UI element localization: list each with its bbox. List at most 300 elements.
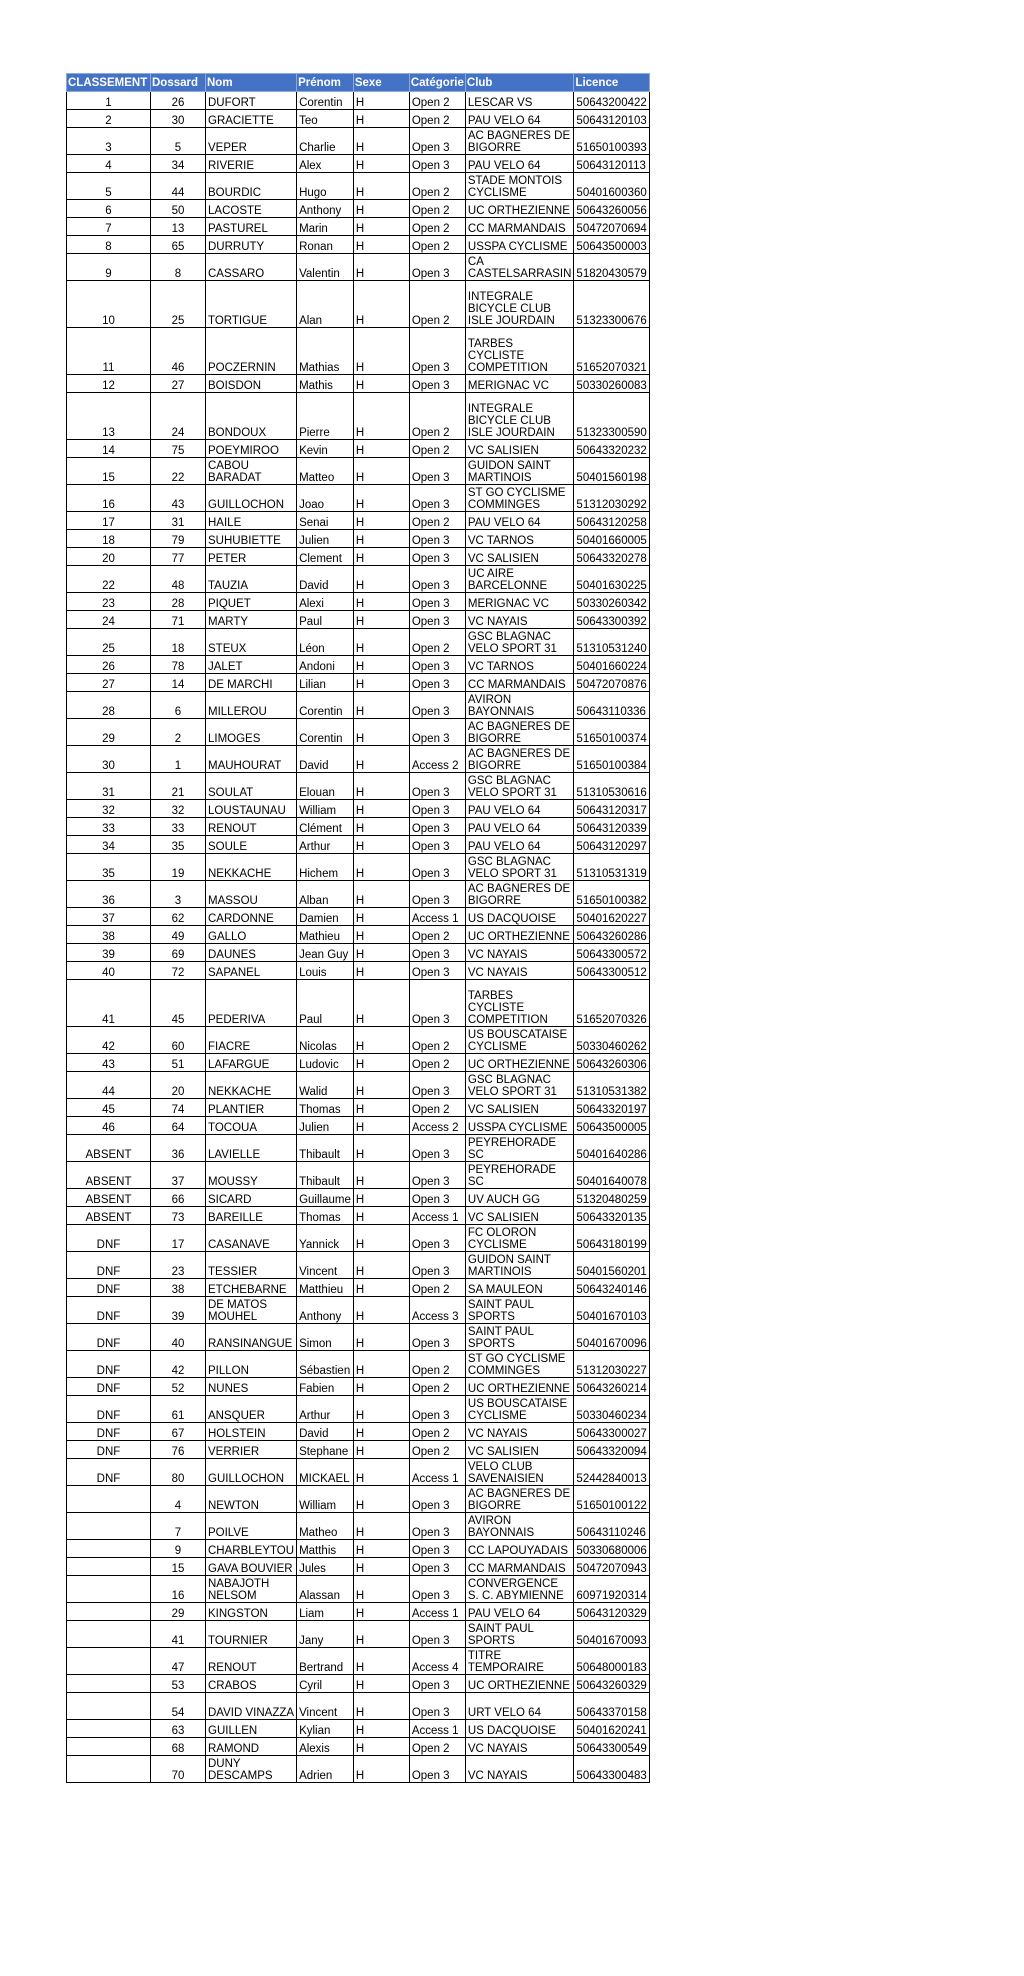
prenom-cell[interactable]: Simon	[297, 1324, 354, 1351]
club-cell[interactable]: UC ORTHEZIENNE	[465, 200, 574, 218]
categorie-cell[interactable]: Open 2	[409, 440, 465, 458]
nom-cell[interactable]: DAVID VINAZZA	[206, 1693, 297, 1720]
dossard-cell[interactable]: 27	[151, 375, 206, 393]
nom-cell[interactable]: LACOSTE	[206, 200, 297, 218]
classement-cell[interactable]: 15	[67, 458, 151, 485]
sexe-cell[interactable]: H	[353, 593, 409, 611]
club-cell[interactable]: CC MARMANDAIS	[465, 1558, 574, 1576]
nom-cell[interactable]: DURRUTY	[206, 236, 297, 254]
club-cell[interactable]: UC ORTHEZIENNE	[465, 926, 574, 944]
dossard-cell[interactable]: 22	[151, 458, 206, 485]
classement-cell[interactable]: 45	[67, 1099, 151, 1117]
prenom-cell[interactable]: Jean Guy	[297, 944, 354, 962]
nom-cell[interactable]: PILLON	[206, 1351, 297, 1378]
dossard-cell[interactable]: 35	[151, 836, 206, 854]
sexe-cell[interactable]: H	[353, 1423, 409, 1441]
nom-cell[interactable]: SICARD	[206, 1189, 297, 1207]
categorie-cell[interactable]: Open 3	[409, 1225, 465, 1252]
classement-cell[interactable]: 32	[67, 800, 151, 818]
sexe-cell[interactable]: H	[353, 1054, 409, 1072]
nom-cell[interactable]: BOISDON	[206, 375, 297, 393]
licence-cell[interactable]: 51650100122	[574, 1486, 649, 1513]
licence-cell[interactable]: 50401660224	[574, 656, 649, 674]
categorie-cell[interactable]: Open 3	[409, 962, 465, 980]
prenom-cell[interactable]: Charlie	[297, 128, 354, 155]
classement-cell[interactable]: 14	[67, 440, 151, 458]
prenom-cell[interactable]: Valentin	[297, 254, 354, 281]
licence-cell[interactable]: 50643120329	[574, 1603, 649, 1621]
club-cell[interactable]: US DACQUOISE	[465, 908, 574, 926]
sexe-cell[interactable]: H	[353, 881, 409, 908]
licence-cell[interactable]: 50330680006	[574, 1540, 649, 1558]
categorie-cell[interactable]: Open 3	[409, 1324, 465, 1351]
dossard-cell[interactable]: 78	[151, 656, 206, 674]
dossard-cell[interactable]: 8	[151, 254, 206, 281]
licence-cell[interactable]: 50643500003	[574, 236, 649, 254]
sexe-cell[interactable]: H	[353, 1117, 409, 1135]
licence-cell[interactable]: 50643320197	[574, 1099, 649, 1117]
nom-cell[interactable]: NUNES	[206, 1378, 297, 1396]
dossard-cell[interactable]: 70	[151, 1756, 206, 1783]
dossard-cell[interactable]: 19	[151, 854, 206, 881]
dossard-cell[interactable]: 23	[151, 1252, 206, 1279]
dossard-cell[interactable]: 16	[151, 1576, 206, 1603]
sexe-cell[interactable]: H	[353, 236, 409, 254]
categorie-cell[interactable]: Access 2	[409, 746, 465, 773]
licence-cell[interactable]: 50643120297	[574, 836, 649, 854]
club-cell[interactable]: GSC BLAGNAC VELO SPORT 31	[465, 629, 574, 656]
categorie-cell[interactable]: Open 2	[409, 926, 465, 944]
nom-cell[interactable]: PEDERIVA	[206, 980, 297, 1027]
dossard-cell[interactable]: 31	[151, 512, 206, 530]
dossard-cell[interactable]: 9	[151, 1540, 206, 1558]
nom-cell[interactable]: GRACIETTE	[206, 110, 297, 128]
dossard-cell[interactable]: 47	[151, 1648, 206, 1675]
classement-cell[interactable]: 36	[67, 881, 151, 908]
classement-cell[interactable]: DNF	[67, 1459, 151, 1486]
classement-cell[interactable]: ABSENT	[67, 1189, 151, 1207]
categorie-cell[interactable]: Open 2	[409, 1351, 465, 1378]
nom-cell[interactable]: CASSARO	[206, 254, 297, 281]
categorie-cell[interactable]: Open 3	[409, 1513, 465, 1540]
sexe-cell[interactable]: H	[353, 173, 409, 200]
club-cell[interactable]: VC NAYAIS	[465, 1423, 574, 1441]
categorie-cell[interactable]: Open 3	[409, 375, 465, 393]
classement-cell[interactable]: 35	[67, 854, 151, 881]
licence-cell[interactable]: 50401600360	[574, 173, 649, 200]
dossard-cell[interactable]: 74	[151, 1099, 206, 1117]
club-cell[interactable]: SAINT PAUL SPORTS	[465, 1621, 574, 1648]
licence-cell[interactable]: 51650100384	[574, 746, 649, 773]
dossard-cell[interactable]: 51	[151, 1054, 206, 1072]
classement-cell[interactable]	[67, 1720, 151, 1738]
sexe-cell[interactable]: H	[353, 512, 409, 530]
licence-cell[interactable]: 50643260286	[574, 926, 649, 944]
prenom-cell[interactable]: David	[297, 566, 354, 593]
nom-cell[interactable]: ETCHEBARNE	[206, 1279, 297, 1297]
dossard-cell[interactable]: 21	[151, 773, 206, 800]
categorie-cell[interactable]: Open 2	[409, 1054, 465, 1072]
dossard-cell[interactable]: 50	[151, 200, 206, 218]
nom-cell[interactable]: RAMOND	[206, 1738, 297, 1756]
sexe-cell[interactable]: H	[353, 1693, 409, 1720]
licence-cell[interactable]: 51310531240	[574, 629, 649, 656]
prenom-cell[interactable]: Jules	[297, 1558, 354, 1576]
club-cell[interactable]: VC TARNOS	[465, 656, 574, 674]
dossard-cell[interactable]: 53	[151, 1675, 206, 1693]
classement-cell[interactable]: DNF	[67, 1423, 151, 1441]
club-cell[interactable]: VELO CLUB SAVENAISIEN	[465, 1459, 574, 1486]
sexe-cell[interactable]: H	[353, 719, 409, 746]
licence-cell[interactable]: 51312030292	[574, 485, 649, 512]
nom-cell[interactable]: KINGSTON	[206, 1603, 297, 1621]
sexe-cell[interactable]: H	[353, 854, 409, 881]
club-cell[interactable]: AC BAGNERES DE BIGORRE	[465, 881, 574, 908]
licence-cell[interactable]: 51650100393	[574, 128, 649, 155]
licence-cell[interactable]: 50643370158	[574, 1693, 649, 1720]
categorie-cell[interactable]: Open 2	[409, 218, 465, 236]
licence-cell[interactable]: 50330460234	[574, 1396, 649, 1423]
nom-cell[interactable]: LAVIELLE	[206, 1135, 297, 1162]
sexe-cell[interactable]: H	[353, 218, 409, 236]
categorie-cell[interactable]: Open 3	[409, 944, 465, 962]
sexe-cell[interactable]: H	[353, 393, 409, 440]
nom-cell[interactable]: POCZERNIN	[206, 328, 297, 375]
licence-cell[interactable]: 50643260329	[574, 1675, 649, 1693]
sexe-cell[interactable]: H	[353, 1135, 409, 1162]
classement-cell[interactable]	[67, 1486, 151, 1513]
club-cell[interactable]: AVIRON BAYONNAIS	[465, 692, 574, 719]
licence-cell[interactable]: 51652070321	[574, 328, 649, 375]
sexe-cell[interactable]: H	[353, 1027, 409, 1054]
licence-cell[interactable]: 50643120339	[574, 818, 649, 836]
licence-cell[interactable]: 50401640286	[574, 1135, 649, 1162]
classement-cell[interactable]: DNF	[67, 1351, 151, 1378]
classement-cell[interactable]: 5	[67, 173, 151, 200]
prenom-cell[interactable]: Louis	[297, 962, 354, 980]
categorie-cell[interactable]: Open 3	[409, 1621, 465, 1648]
categorie-cell[interactable]: Access 1	[409, 1207, 465, 1225]
classement-cell[interactable]: DNF	[67, 1378, 151, 1396]
sexe-cell[interactable]: H	[353, 110, 409, 128]
classement-cell[interactable]: 26	[67, 656, 151, 674]
dossard-cell[interactable]: 1	[151, 746, 206, 773]
categorie-cell[interactable]: Open 3	[409, 611, 465, 629]
dossard-cell[interactable]: 65	[151, 236, 206, 254]
club-cell[interactable]: PAU VELO 64	[465, 512, 574, 530]
club-cell[interactable]: GUIDON SAINT MARTINOIS	[465, 1252, 574, 1279]
col-header-classement[interactable]: CLASSEMENT	[67, 74, 151, 92]
sexe-cell[interactable]: H	[353, 200, 409, 218]
nom-cell[interactable]: SUHUBIETTE	[206, 530, 297, 548]
sexe-cell[interactable]: H	[353, 1603, 409, 1621]
licence-cell[interactable]: 50643180199	[574, 1225, 649, 1252]
categorie-cell[interactable]: Open 3	[409, 530, 465, 548]
categorie-cell[interactable]: Open 3	[409, 1162, 465, 1189]
dossard-cell[interactable]: 71	[151, 611, 206, 629]
dossard-cell[interactable]: 41	[151, 1621, 206, 1648]
nom-cell[interactable]: TOCOUA	[206, 1117, 297, 1135]
club-cell[interactable]: AC BAGNERES DE BIGORRE	[465, 746, 574, 773]
licence-cell[interactable]: 50401670093	[574, 1621, 649, 1648]
sexe-cell[interactable]: H	[353, 1378, 409, 1396]
nom-cell[interactable]: MOUSSY	[206, 1162, 297, 1189]
categorie-cell[interactable]: Open 2	[409, 1441, 465, 1459]
club-cell[interactable]: USSPA CYCLISME	[465, 236, 574, 254]
nom-cell[interactable]: TOURNIER	[206, 1621, 297, 1648]
sexe-cell[interactable]: H	[353, 1513, 409, 1540]
nom-cell[interactable]: CHARBLEYTOU	[206, 1540, 297, 1558]
nom-cell[interactable]: SOULAT	[206, 773, 297, 800]
club-cell[interactable]: PAU VELO 64	[465, 155, 574, 173]
categorie-cell[interactable]: Open 3	[409, 155, 465, 173]
dossard-cell[interactable]: 42	[151, 1351, 206, 1378]
sexe-cell[interactable]: H	[353, 1675, 409, 1693]
classement-cell[interactable]: 23	[67, 593, 151, 611]
prenom-cell[interactable]: Vincent	[297, 1252, 354, 1279]
licence-cell[interactable]: 50401660005	[574, 530, 649, 548]
sexe-cell[interactable]: H	[353, 548, 409, 566]
sexe-cell[interactable]: H	[353, 692, 409, 719]
club-cell[interactable]: VC SALISIEN	[465, 1099, 574, 1117]
sexe-cell[interactable]: H	[353, 281, 409, 328]
dossard-cell[interactable]: 38	[151, 1279, 206, 1297]
classement-cell[interactable]: 25	[67, 629, 151, 656]
categorie-cell[interactable]: Open 3	[409, 1189, 465, 1207]
sexe-cell[interactable]: H	[353, 1648, 409, 1675]
licence-cell[interactable]: 51310530616	[574, 773, 649, 800]
classement-cell[interactable]: 8	[67, 236, 151, 254]
classement-cell[interactable]: DNF	[67, 1441, 151, 1459]
dossard-cell[interactable]: 61	[151, 1396, 206, 1423]
sexe-cell[interactable]: H	[353, 800, 409, 818]
nom-cell[interactable]: GUILLEN	[206, 1720, 297, 1738]
classement-cell[interactable]	[67, 1513, 151, 1540]
prenom-cell[interactable]: Corentin	[297, 719, 354, 746]
sexe-cell[interactable]: H	[353, 1576, 409, 1603]
categorie-cell[interactable]: Open 2	[409, 1027, 465, 1054]
prenom-cell[interactable]: Pierre	[297, 393, 354, 440]
categorie-cell[interactable]: Open 3	[409, 1072, 465, 1099]
club-cell[interactable]: CC LAPOUYADAIS	[465, 1540, 574, 1558]
nom-cell[interactable]: SAPANEL	[206, 962, 297, 980]
club-cell[interactable]: TARBES CYCLISTE COMPETITION	[465, 980, 574, 1027]
prenom-cell[interactable]: Damien	[297, 908, 354, 926]
prenom-cell[interactable]: Mathieu	[297, 926, 354, 944]
categorie-cell[interactable]: Open 2	[409, 629, 465, 656]
club-cell[interactable]: PAU VELO 64	[465, 1603, 574, 1621]
categorie-cell[interactable]: Open 3	[409, 656, 465, 674]
prenom-cell[interactable]: Clément	[297, 818, 354, 836]
club-cell[interactable]: PAU VELO 64	[465, 110, 574, 128]
classement-cell[interactable]: 33	[67, 818, 151, 836]
club-cell[interactable]: MERIGNAC VC	[465, 375, 574, 393]
classement-cell[interactable]: 30	[67, 746, 151, 773]
categorie-cell[interactable]: Open 2	[409, 512, 465, 530]
prenom-cell[interactable]: Paul	[297, 611, 354, 629]
dossard-cell[interactable]: 67	[151, 1423, 206, 1441]
prenom-cell[interactable]: Alban	[297, 881, 354, 908]
nom-cell[interactable]: LOUSTAUNAU	[206, 800, 297, 818]
nom-cell[interactable]: BOURDIC	[206, 173, 297, 200]
sexe-cell[interactable]: H	[353, 1486, 409, 1513]
classement-cell[interactable]: DNF	[67, 1279, 151, 1297]
club-cell[interactable]: VC NAYAIS	[465, 1738, 574, 1756]
nom-cell[interactable]: NEWTON	[206, 1486, 297, 1513]
prenom-cell[interactable]: Anthony	[297, 200, 354, 218]
categorie-cell[interactable]: Open 2	[409, 1423, 465, 1441]
licence-cell[interactable]: 50401630225	[574, 566, 649, 593]
categorie-cell[interactable]: Open 3	[409, 1558, 465, 1576]
classement-cell[interactable]	[67, 1738, 151, 1756]
prenom-cell[interactable]: Matthieu	[297, 1279, 354, 1297]
nom-cell[interactable]: DAUNES	[206, 944, 297, 962]
classement-cell[interactable]	[67, 1675, 151, 1693]
club-cell[interactable]: TITRE TEMPORAIRE	[465, 1648, 574, 1675]
prenom-cell[interactable]: Liam	[297, 1603, 354, 1621]
dossard-cell[interactable]: 54	[151, 1693, 206, 1720]
dossard-cell[interactable]: 77	[151, 548, 206, 566]
prenom-cell[interactable]: Sébastien	[297, 1351, 354, 1378]
classement-cell[interactable]: 24	[67, 611, 151, 629]
categorie-cell[interactable]: Open 3	[409, 128, 465, 155]
classement-cell[interactable]: 22	[67, 566, 151, 593]
licence-cell[interactable]: 50643300512	[574, 962, 649, 980]
categorie-cell[interactable]: Open 2	[409, 110, 465, 128]
nom-cell[interactable]: CABOU BARADAT	[206, 458, 297, 485]
col-header-dossard[interactable]: Dossard	[151, 74, 206, 92]
categorie-cell[interactable]: Open 3	[409, 1756, 465, 1783]
nom-cell[interactable]: LAFARGUE	[206, 1054, 297, 1072]
dossard-cell[interactable]: 75	[151, 440, 206, 458]
categorie-cell[interactable]: Access 4	[409, 1648, 465, 1675]
licence-cell[interactable]: 50401670103	[574, 1297, 649, 1324]
sexe-cell[interactable]: H	[353, 92, 409, 110]
prenom-cell[interactable]: Stephane	[297, 1441, 354, 1459]
licence-cell[interactable]: 50330460262	[574, 1027, 649, 1054]
club-cell[interactable]: GSC BLAGNAC VELO SPORT 31	[465, 773, 574, 800]
dossard-cell[interactable]: 80	[151, 1459, 206, 1486]
nom-cell[interactable]: HOLSTEIN	[206, 1423, 297, 1441]
classement-cell[interactable]: 16	[67, 485, 151, 512]
licence-cell[interactable]: 50643300483	[574, 1756, 649, 1783]
prenom-cell[interactable]: Hugo	[297, 173, 354, 200]
sexe-cell[interactable]: H	[353, 375, 409, 393]
prenom-cell[interactable]: Andoni	[297, 656, 354, 674]
sexe-cell[interactable]: H	[353, 328, 409, 375]
club-cell[interactable]: AC BAGNERES DE BIGORRE	[465, 1486, 574, 1513]
dossard-cell[interactable]: 30	[151, 110, 206, 128]
licence-cell[interactable]: 52442840013	[574, 1459, 649, 1486]
categorie-cell[interactable]: Open 3	[409, 980, 465, 1027]
licence-cell[interactable]: 50643300572	[574, 944, 649, 962]
club-cell[interactable]: US BOUSCATAISE CYCLISME	[465, 1027, 574, 1054]
classement-cell[interactable]	[67, 1603, 151, 1621]
sexe-cell[interactable]: H	[353, 1162, 409, 1189]
sexe-cell[interactable]: H	[353, 1324, 409, 1351]
classement-cell[interactable]	[67, 1621, 151, 1648]
dossard-cell[interactable]: 60	[151, 1027, 206, 1054]
categorie-cell[interactable]: Open 3	[409, 254, 465, 281]
dossard-cell[interactable]: 69	[151, 944, 206, 962]
classement-cell[interactable]: 4	[67, 155, 151, 173]
club-cell[interactable]: UC ORTHEZIENNE	[465, 1054, 574, 1072]
club-cell[interactable]: LESCAR VS	[465, 92, 574, 110]
dossard-cell[interactable]: 4	[151, 1486, 206, 1513]
dossard-cell[interactable]: 73	[151, 1207, 206, 1225]
classement-cell[interactable]: ABSENT	[67, 1135, 151, 1162]
classement-cell[interactable]: 39	[67, 944, 151, 962]
dossard-cell[interactable]: 46	[151, 328, 206, 375]
categorie-cell[interactable]: Open 3	[409, 836, 465, 854]
dossard-cell[interactable]: 37	[151, 1162, 206, 1189]
categorie-cell[interactable]: Open 3	[409, 593, 465, 611]
prenom-cell[interactable]: David	[297, 746, 354, 773]
nom-cell[interactable]: JALET	[206, 656, 297, 674]
licence-cell[interactable]: 51820430579	[574, 254, 649, 281]
classement-cell[interactable]: DNF	[67, 1297, 151, 1324]
dossard-cell[interactable]: 25	[151, 281, 206, 328]
categorie-cell[interactable]: Open 2	[409, 393, 465, 440]
sexe-cell[interactable]: H	[353, 1189, 409, 1207]
prenom-cell[interactable]: Walid	[297, 1072, 354, 1099]
prenom-cell[interactable]: Thibault	[297, 1135, 354, 1162]
nom-cell[interactable]: CASANAVE	[206, 1225, 297, 1252]
prenom-cell[interactable]: Matthis	[297, 1540, 354, 1558]
club-cell[interactable]: VC SALISIEN	[465, 1441, 574, 1459]
sexe-cell[interactable]: H	[353, 1099, 409, 1117]
sexe-cell[interactable]: H	[353, 980, 409, 1027]
club-cell[interactable]: VC NAYAIS	[465, 611, 574, 629]
categorie-cell[interactable]: Open 3	[409, 1540, 465, 1558]
dossard-cell[interactable]: 62	[151, 908, 206, 926]
classement-cell[interactable]: 29	[67, 719, 151, 746]
classement-cell[interactable]: ABSENT	[67, 1207, 151, 1225]
dossard-cell[interactable]: 20	[151, 1072, 206, 1099]
classement-cell[interactable]: 11	[67, 328, 151, 375]
sexe-cell[interactable]: H	[353, 155, 409, 173]
classement-cell[interactable]: 7	[67, 218, 151, 236]
licence-cell[interactable]: 50643120113	[574, 155, 649, 173]
club-cell[interactable]: VC SALISIEN	[465, 440, 574, 458]
sexe-cell[interactable]: H	[353, 926, 409, 944]
categorie-cell[interactable]: Open 2	[409, 1279, 465, 1297]
licence-cell[interactable]: 50643320278	[574, 548, 649, 566]
nom-cell[interactable]: STEUX	[206, 629, 297, 656]
club-cell[interactable]: SAINT PAUL SPORTS	[465, 1297, 574, 1324]
prenom-cell[interactable]: Thomas	[297, 1099, 354, 1117]
club-cell[interactable]: GSC BLAGNAC VELO SPORT 31	[465, 1072, 574, 1099]
nom-cell[interactable]: TORTIGUE	[206, 281, 297, 328]
club-cell[interactable]: INTEGRALE BICYCLE CLUB ISLE JOURDAIN	[465, 393, 574, 440]
licence-cell[interactable]: 50643240146	[574, 1279, 649, 1297]
classement-cell[interactable]: 42	[67, 1027, 151, 1054]
sexe-cell[interactable]: H	[353, 485, 409, 512]
nom-cell[interactable]: RENOUT	[206, 818, 297, 836]
classement-cell[interactable]: 20	[67, 548, 151, 566]
licence-cell[interactable]: 50401560201	[574, 1252, 649, 1279]
club-cell[interactable]: CC MARMANDAIS	[465, 674, 574, 692]
sexe-cell[interactable]: H	[353, 962, 409, 980]
nom-cell[interactable]: PIQUET	[206, 593, 297, 611]
categorie-cell[interactable]: Open 2	[409, 200, 465, 218]
licence-cell[interactable]: 50472070876	[574, 674, 649, 692]
licence-cell[interactable]: 51650100382	[574, 881, 649, 908]
prenom-cell[interactable]: Arthur	[297, 1396, 354, 1423]
dossard-cell[interactable]: 34	[151, 155, 206, 173]
prenom-cell[interactable]: Bertrand	[297, 1648, 354, 1675]
club-cell[interactable]: US BOUSCATAISE CYCLISME	[465, 1396, 574, 1423]
